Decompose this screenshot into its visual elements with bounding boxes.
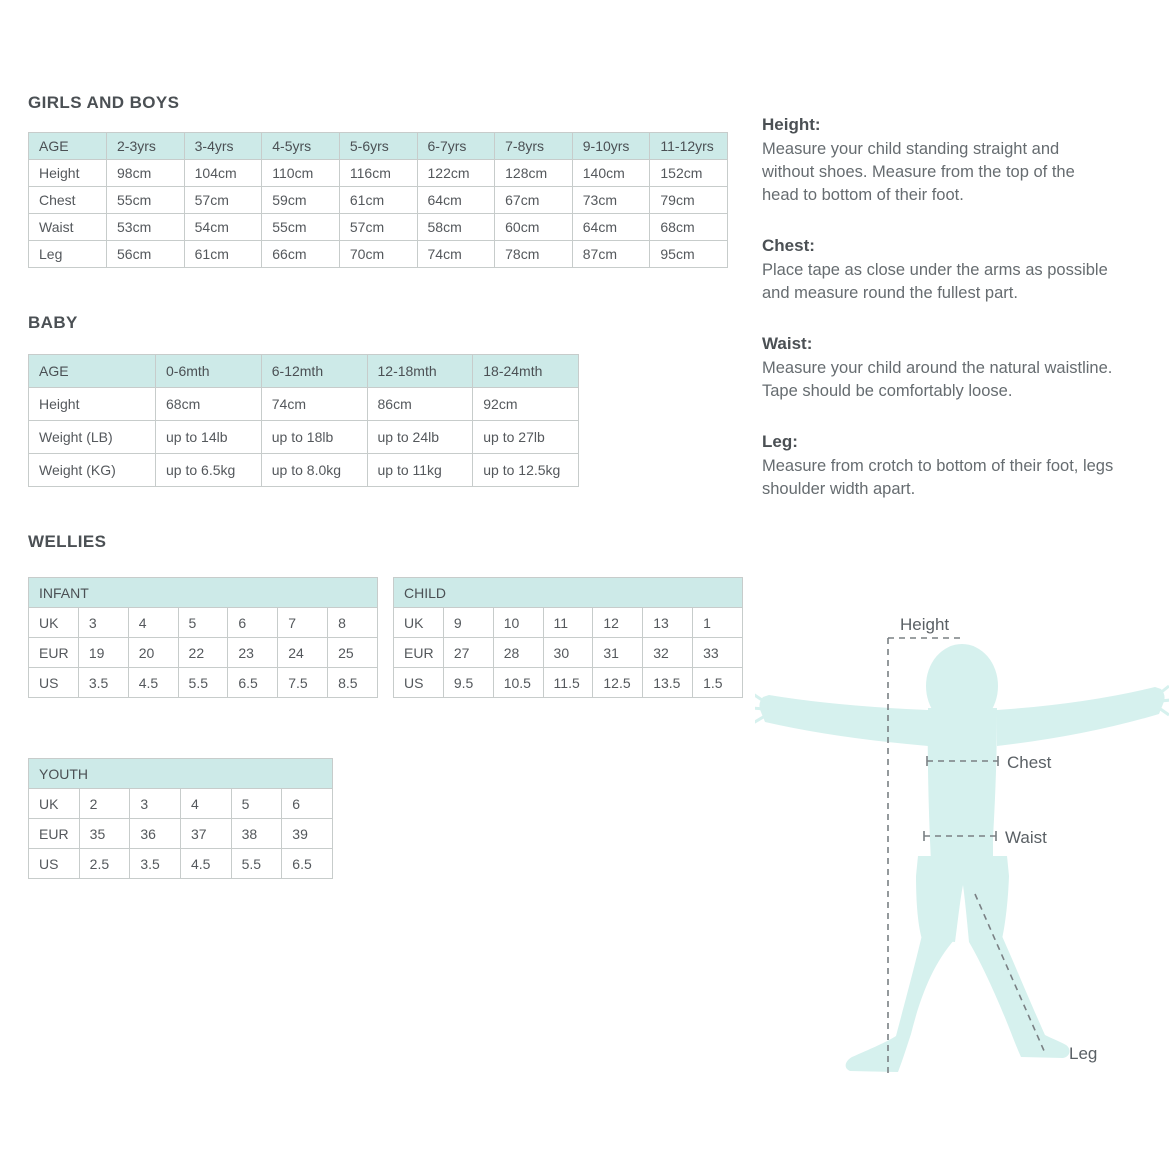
table (28, 354, 579, 487)
table-row (29, 160, 728, 187)
table-cell: up to 11kg (367, 454, 473, 487)
table-cell: 6.5 (228, 668, 278, 698)
figure-right-leg (969, 936, 1070, 1058)
wellies-child-table (393, 577, 743, 698)
table-cell: 25 (328, 638, 378, 668)
table-cell: 57cm (339, 214, 417, 241)
table-row (394, 638, 743, 668)
table-cell: 55cm (262, 214, 340, 241)
table-row (29, 789, 333, 819)
figure-torso (928, 708, 997, 860)
table-cell: 39 (282, 819, 333, 849)
table-cell: 64cm (417, 187, 495, 214)
figure-leg-label: Leg (1069, 1044, 1098, 1063)
table-cell: 7 (278, 608, 328, 638)
table-cell: 3 (78, 608, 128, 638)
row-label: EUR (29, 638, 79, 668)
table-row (29, 638, 378, 668)
table-cell: 4 (180, 789, 231, 819)
instruction-waist-label: Waist: (762, 334, 813, 353)
girls-boys-size-table (28, 132, 728, 268)
table-cell: 122cm (417, 160, 495, 187)
table-cell: 60cm (495, 214, 573, 241)
table-row (29, 421, 579, 454)
table-cell: 37 (180, 819, 231, 849)
table-cell: 95cm (650, 241, 728, 268)
table-cell: 19 (78, 638, 128, 668)
table-cell: 8.5 (328, 668, 378, 698)
instruction-height-text: Measure your child standing straight and without shoes. Measure from the top of the head to bottom of their foot. (762, 140, 1075, 204)
table-row (29, 388, 579, 421)
table-cell: 6.5 (282, 849, 333, 879)
table-banner-row (29, 578, 378, 608)
table-cell: 4.5 (128, 668, 178, 698)
table-banner: CHILD (394, 578, 743, 608)
row-label: EUR (394, 638, 444, 668)
table-cell: 58cm (417, 214, 495, 241)
column-header: 11-12yrs (650, 133, 728, 160)
column-header: 6-12mth (261, 355, 367, 388)
row-label: UK (29, 789, 80, 819)
table-cell: 70cm (339, 241, 417, 268)
table-cell: 10.5 (493, 668, 543, 698)
row-label: Height (29, 388, 156, 421)
table-row (29, 214, 728, 241)
table-banner: INFANT (29, 578, 378, 608)
table-row (29, 187, 728, 214)
table (393, 577, 743, 698)
table-cell: 1 (693, 608, 743, 638)
table-cell: 3 (130, 789, 181, 819)
table-cell: 74cm (261, 388, 367, 421)
table-cell: 54cm (184, 214, 262, 241)
column-header: 7-8yrs (495, 133, 573, 160)
girls-boys-title: GIRLS AND BOYS (28, 93, 180, 112)
figure-chest-label: Chest (1007, 753, 1052, 772)
table-banner-row (29, 759, 333, 789)
table-cell: 7.5 (278, 668, 328, 698)
table (28, 758, 333, 879)
wellies-infant-table (28, 577, 378, 698)
row-label: EUR (29, 819, 80, 849)
figure-shorts (916, 856, 1009, 942)
wellies-youth-table (28, 758, 333, 879)
instruction-chest-text: Place tape as close under the arms as possible and measure round the fullest part. (762, 261, 1108, 302)
baby-size-table (28, 354, 579, 487)
table-cell: up to 18lb (261, 421, 367, 454)
table-cell: 5 (178, 608, 228, 638)
table-cell: 53cm (107, 214, 185, 241)
column-header: 0-6mth (156, 355, 262, 388)
table-cell: 66cm (262, 241, 340, 268)
figure-height-label: Height (900, 615, 950, 634)
table (28, 577, 378, 698)
row-label: Leg (29, 241, 107, 268)
instruction-waist (762, 334, 1114, 403)
table-cell: 59cm (262, 187, 340, 214)
table-cell: 128cm (495, 160, 573, 187)
column-header: 4-5yrs (262, 133, 340, 160)
table-cell: 55cm (107, 187, 185, 214)
table-cell: 22 (178, 638, 228, 668)
row-label: Chest (29, 187, 107, 214)
table-cell: 11 (543, 608, 593, 638)
table-row (394, 668, 743, 698)
table-cell: 57cm (184, 187, 262, 214)
table-cell: 38 (231, 819, 282, 849)
instruction-chest (762, 236, 1114, 305)
table-cell: 12 (593, 608, 643, 638)
column-header: AGE (29, 355, 156, 388)
table-cell: up to 27lb (473, 421, 579, 454)
table-cell: 64cm (572, 214, 650, 241)
row-label: UK (29, 608, 79, 638)
table-cell: 13 (643, 608, 693, 638)
table-cell: up to 12.5kg (473, 454, 579, 487)
figure-left-leg (846, 935, 955, 1072)
table-banner-row (394, 578, 743, 608)
table-row (29, 668, 378, 698)
instruction-leg-text: Measure from crotch to bottom of their foot, legs shoulder width apart. (762, 457, 1114, 498)
table-cell: 2 (79, 789, 130, 819)
column-header: 12-18mth (367, 355, 473, 388)
table-cell: 20 (128, 638, 178, 668)
instruction-waist-text: Measure your child around the natural waistline. Tape should be comfortably loose. (762, 359, 1113, 400)
table-cell: up to 14lb (156, 421, 262, 454)
table-cell: up to 6.5kg (156, 454, 262, 487)
table-cell: 110cm (262, 160, 340, 187)
table-cell: 27 (443, 638, 493, 668)
table-row (29, 608, 378, 638)
figure-right-arm (997, 687, 1165, 746)
table-cell: 3.5 (130, 849, 181, 879)
table-cell: 35 (79, 819, 130, 849)
table-cell: 68cm (156, 388, 262, 421)
wellies-title: WELLIES (28, 532, 107, 551)
row-label: US (29, 668, 79, 698)
instruction-height-label: Height: (762, 115, 821, 134)
table-cell: 104cm (184, 160, 262, 187)
table-banner: YOUTH (29, 759, 333, 789)
table-cell: 79cm (650, 187, 728, 214)
row-label: UK (394, 608, 444, 638)
table-cell: 61cm (339, 187, 417, 214)
table-cell: 30 (543, 638, 593, 668)
table-cell: 61cm (184, 241, 262, 268)
table-cell: 5 (231, 789, 282, 819)
table-cell: 140cm (572, 160, 650, 187)
column-header: 5-6yrs (339, 133, 417, 160)
table-cell: 74cm (417, 241, 495, 268)
row-label: Weight (LB) (29, 421, 156, 454)
table-cell: 92cm (473, 388, 579, 421)
table-cell: 6 (228, 608, 278, 638)
table-cell: 9 (443, 608, 493, 638)
figure-waist-label: Waist (1005, 828, 1047, 847)
row-label: US (29, 849, 80, 879)
table-cell: 28 (493, 638, 543, 668)
row-label: Weight (KG) (29, 454, 156, 487)
table-cell: 152cm (650, 160, 728, 187)
table (28, 132, 728, 268)
table-header-row (29, 133, 728, 160)
column-header: AGE (29, 133, 107, 160)
figure-left-arm (759, 695, 928, 746)
column-header: 6-7yrs (417, 133, 495, 160)
child-silhouette (755, 644, 1169, 1072)
baby-title: BABY (28, 313, 78, 332)
table-cell: 10 (493, 608, 543, 638)
table-cell: 8 (328, 608, 378, 638)
table-cell: 24 (278, 638, 328, 668)
table-cell: up to 24lb (367, 421, 473, 454)
table-cell: 23 (228, 638, 278, 668)
table-cell: 73cm (572, 187, 650, 214)
table-cell: 11.5 (543, 668, 593, 698)
column-header: 9-10yrs (572, 133, 650, 160)
table-cell: 67cm (495, 187, 573, 214)
table-cell: 87cm (572, 241, 650, 268)
instruction-height (762, 115, 1114, 207)
table-cell: 56cm (107, 241, 185, 268)
table-cell: 32 (643, 638, 693, 668)
table-row (394, 608, 743, 638)
row-label: Height (29, 160, 107, 187)
table-cell: 12.5 (593, 668, 643, 698)
table-cell: 5.5 (231, 849, 282, 879)
child-measurement-diagram (755, 598, 1169, 1098)
column-header: 2-3yrs (107, 133, 185, 160)
table-cell: 5.5 (178, 668, 228, 698)
table-cell: 6 (282, 789, 333, 819)
instruction-leg (762, 432, 1114, 501)
instruction-chest-label: Chest: (762, 236, 815, 255)
table-row (29, 849, 333, 879)
table-cell: 116cm (339, 160, 417, 187)
table-cell: 36 (130, 819, 181, 849)
column-header: 18-24mth (473, 355, 579, 388)
column-header: 3-4yrs (184, 133, 262, 160)
measurement-instructions (762, 115, 1114, 530)
table-cell: 86cm (367, 388, 473, 421)
instruction-leg-label: Leg: (762, 432, 798, 451)
table-cell: up to 8.0kg (261, 454, 367, 487)
row-label: Waist (29, 214, 107, 241)
table-cell: 33 (693, 638, 743, 668)
table-row (29, 819, 333, 849)
table-cell: 4 (128, 608, 178, 638)
table-cell: 13.5 (643, 668, 693, 698)
table-cell: 78cm (495, 241, 573, 268)
table-cell: 2.5 (79, 849, 130, 879)
table-row (29, 241, 728, 268)
table-cell: 9.5 (443, 668, 493, 698)
table-cell: 31 (593, 638, 643, 668)
table-cell: 1.5 (693, 668, 743, 698)
table-cell: 4.5 (180, 849, 231, 879)
table-row (29, 454, 579, 487)
table-header-row (29, 355, 579, 388)
table-cell: 3.5 (78, 668, 128, 698)
table-cell: 68cm (650, 214, 728, 241)
row-label: US (394, 668, 444, 698)
table-cell: 98cm (107, 160, 185, 187)
